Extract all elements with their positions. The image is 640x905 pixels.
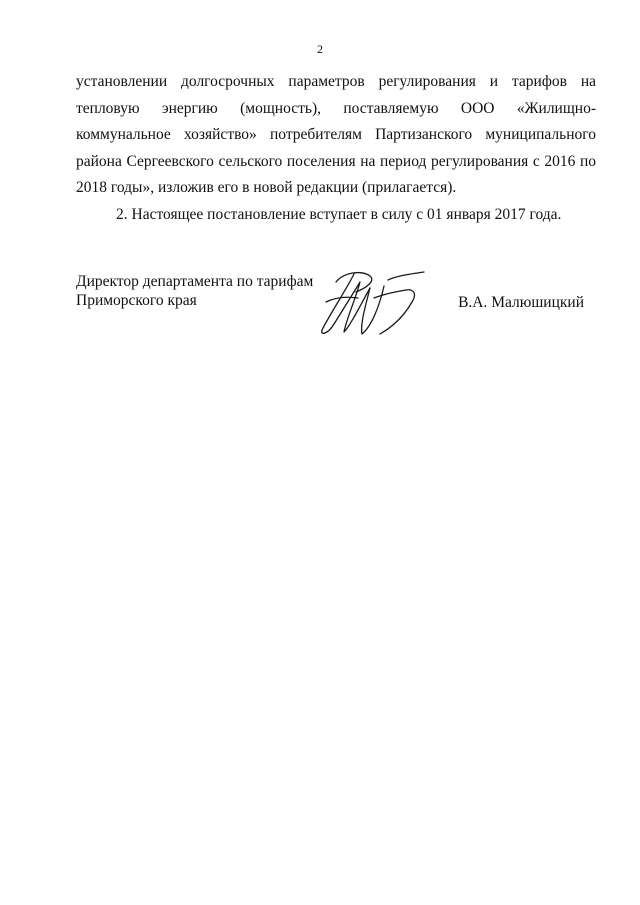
paragraph-continuation: установлении долгосрочных параметров регулирования и тарифов на тепловую энергию (мощность), поставляемую ООО «Жилищно-коммунальное хозяйство» потребителям Партизанского муниципального района Сергеевского сельского поселения на период регулирования с 2016 по 2018 годы», изложив его в новой редакции (прилагается).: [76, 73, 596, 197]
signer-title-line1: Директор департамента по тарифам: [76, 273, 314, 290]
signer-title: [76, 272, 313, 310]
signer-title-line2: Приморского края: [76, 292, 197, 309]
handwritten-signature: [314, 268, 434, 343]
signature-block: [76, 272, 596, 352]
page-number: 2: [317, 42, 323, 56]
signer-name: В.А. Малюшицкий: [458, 294, 584, 311]
paragraph-effective-date: 2. Настоящее постановление вступает в силу с 01 января 2017 года.: [116, 205, 562, 223]
document-body: [76, 69, 596, 229]
